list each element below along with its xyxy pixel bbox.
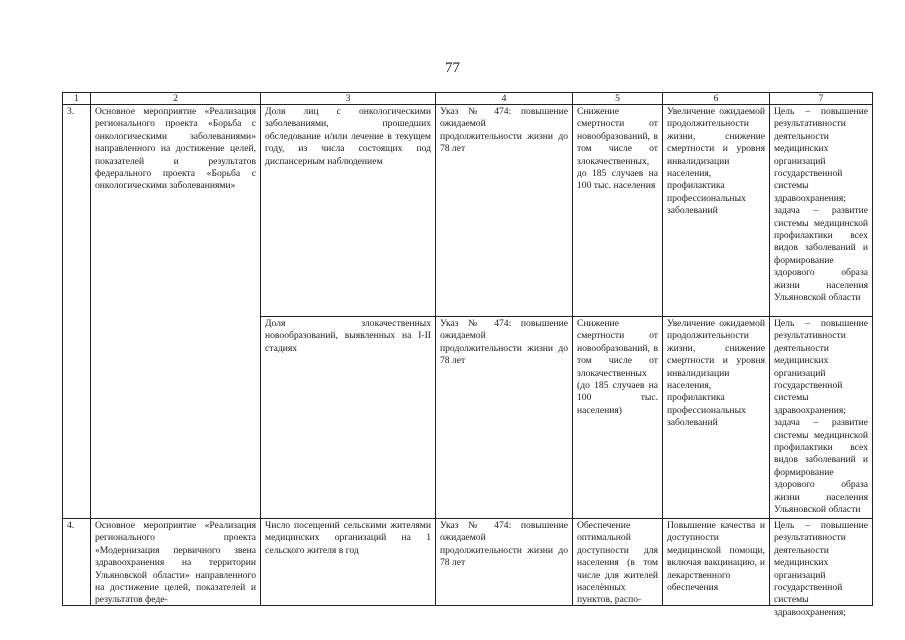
decree-text: Указ № 474: повышение ожидаемой продолжительности жизни до 78 лет (440, 520, 568, 569)
effect-cell: Увеличение ожидаемой продолжительности жизни, снижение смертности и уровня инвалидизации населения, профилактика профессиональных заболеваний (663, 105, 770, 317)
table-row (63, 105, 873, 317)
indicator-cell (261, 519, 436, 606)
goal-cell (770, 519, 873, 618)
column-number: 2 (91, 93, 261, 105)
column-number: 4 (436, 93, 573, 105)
measures-table (62, 92, 873, 618)
effect-cell (663, 519, 770, 606)
result-text: Обеспечение оптимальной доступности для населения (в том числе для жителей населённых пунктов, распо- (577, 520, 658, 606)
row-number: 3. (63, 105, 91, 519)
event-cell (91, 519, 261, 606)
row-number: 4. (63, 519, 91, 606)
decree-cell: Указ № 474: повышение ожидаемой продолжительности жизни до 78 лет (436, 105, 573, 317)
goal-cell: Цель – повышение результативности деятельности медицинских организаций государственной системы здравоохранения; задача – развитие системы медицинской профилактики всех видов заболеваний и формирование здорового образа жизни населения Ульяновской области (770, 105, 873, 317)
goal-text: Цель – повышение результативности деятельности медицинских организаций государственной системы здравоохранения; (774, 520, 868, 618)
column-number: 3 (261, 93, 436, 105)
event-cell: Основное мероприятие «Реализация регионального проекта «Борьба с онкологическими заболеваниями» направленного на достижение целей, показателей и результатов федерального проекта «Борьба с онкологическими заболеваниями» (91, 105, 261, 519)
event-text: Основное мероприятие «Реализация регионального проекта «Модернизация первичного звена здравоохранения на территории Ульяновской области» направленного на достижение целей, показателей и результатов феде- (95, 520, 256, 606)
goal-cell: Цель – повышение результативности деятельности медицинских организаций государственной системы здравоохранения; задача – развитие системы медицинской профилактики всех видов заболеваний и формирование здорового образа жизни населения Ульяновской области (770, 317, 873, 519)
column-number: 1 (63, 93, 91, 105)
result-cell (573, 519, 663, 606)
indicator-text: Число посещений сельскими жителями медицинских организаций на 1 сельского жителя в год (265, 520, 431, 556)
result-cell: Снижение смертности от новообразований, в том числе от злокачественных (до 185 случаев на 100 тыс. населения) (573, 317, 663, 519)
decree-cell: Указ № 474: повышение ожидаемой продолжительности жизни до 78 лет (436, 317, 573, 519)
decree-cell (436, 519, 573, 606)
table-row (63, 519, 873, 606)
indicator-cell: Доля лиц с онкологическими заболеваниями, прошедших обследование и/или лечение в текущем году, из числа состоящих под диспансерным наблюдением (261, 105, 436, 317)
column-number: 5 (573, 93, 663, 105)
page-number: 77 (445, 60, 460, 76)
result-cell: Снижение смертности от новообразований, в том числе от злокачественных, до 185 случаев на 100 тыс. населения (573, 105, 663, 317)
column-number: 6 (663, 93, 770, 105)
indicator-cell: Доля злокачественных новообразований, выявленных на I-II стадиях (261, 317, 436, 519)
column-number: 7 (770, 93, 873, 105)
effect-text: Повышение качества и доступности медицинской помощи, включая вакцинацию, и лекарственного обеспечения (667, 520, 765, 594)
column-numbers-row (63, 93, 873, 105)
effect-cell: Увеличение ожидаемой продолжительности жизни, снижение смертности и уровня инвалидизации населения, профилактика профессиональных заболеваний (663, 317, 770, 519)
